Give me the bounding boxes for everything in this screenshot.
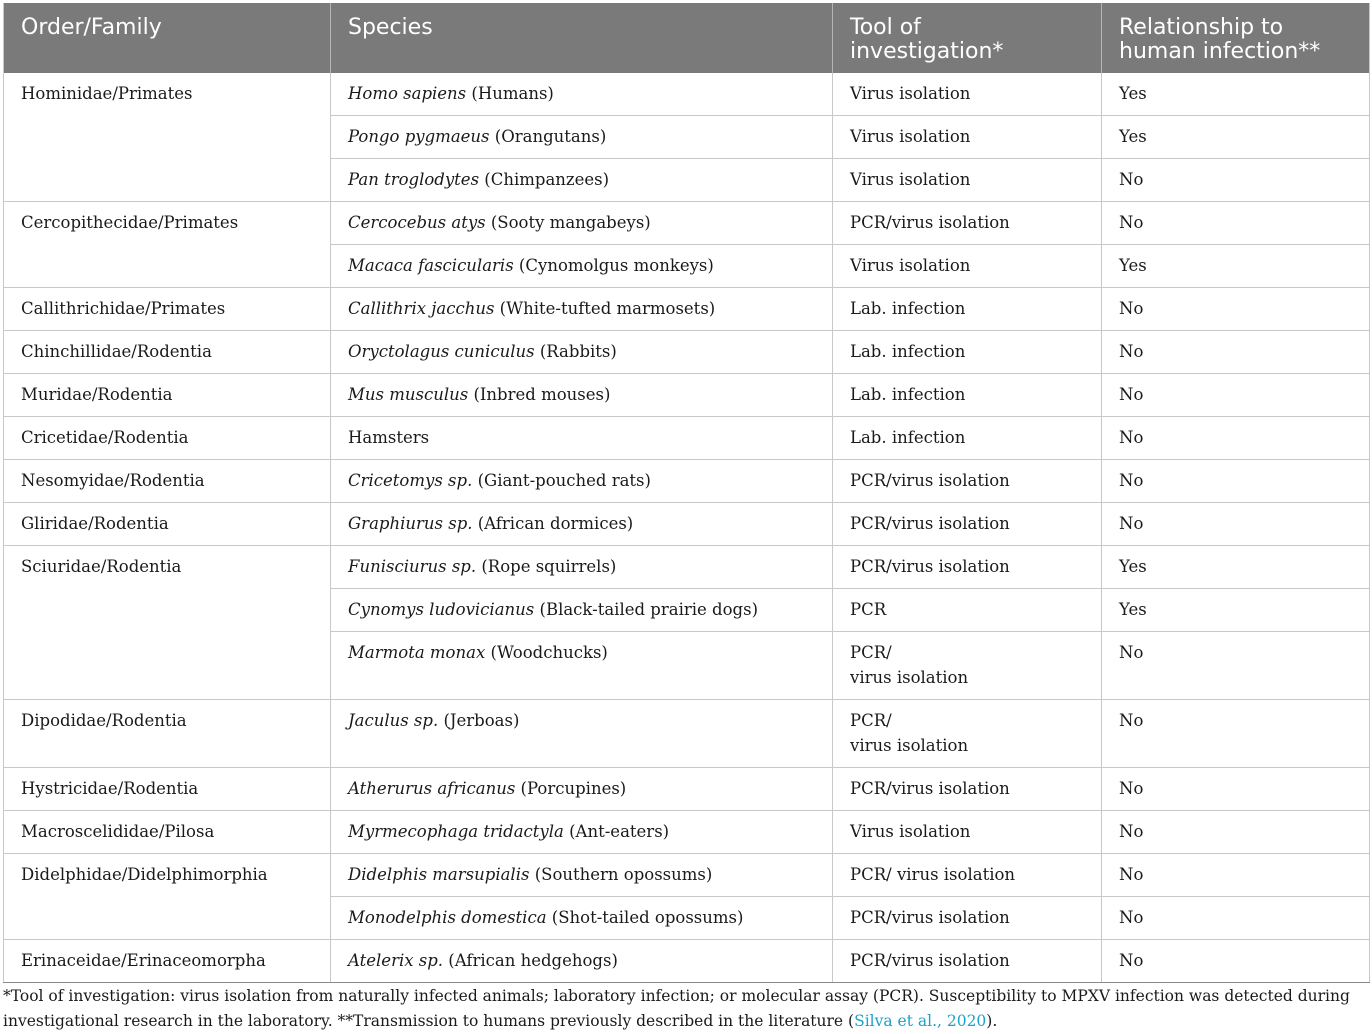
table-container: [3, 3, 1369, 983]
species-cell: Mus musculus (Inbred mouses): [331, 374, 833, 417]
relationship-cell: No: [1102, 897, 1370, 940]
header-order-family: Order/Family: [4, 3, 331, 73]
relationship-cell: Yes: [1102, 116, 1370, 159]
species-cell: Callithrix jacchus (White-tufted marmosets): [331, 288, 833, 331]
tool-cell: Virus isolation: [833, 245, 1102, 288]
species-cell: Pongo pygmaeus (Orangutans): [331, 116, 833, 159]
family-cell: Hominidae/Primates: [4, 73, 331, 202]
table-row: [4, 940, 1370, 983]
species-cell: Monodelphis domestica (Shot-tailed opossums): [331, 897, 833, 940]
family-cell: Nesomyidae/Rodentia: [4, 460, 331, 503]
table-row: [4, 503, 1370, 546]
header-tool: Tool of investigation*: [833, 3, 1102, 73]
species-cell: Atelerix sp. (African hedgehogs): [331, 940, 833, 983]
table-row: [4, 854, 1370, 897]
relationship-cell: Yes: [1102, 245, 1370, 288]
species-cell: Cynomys ludovicianus (Black-tailed prairie dogs): [331, 589, 833, 632]
relationship-cell: No: [1102, 700, 1370, 768]
family-cell: Macroscelididae/Pilosa: [4, 811, 331, 854]
tool-cell: PCR/virus isolation: [833, 546, 1102, 589]
family-cell: Dipodidae/Rodentia: [4, 700, 331, 768]
species-cell: Marmota monax (Woodchucks): [331, 632, 833, 700]
tool-cell: Lab. infection: [833, 331, 1102, 374]
table-header: [4, 3, 1370, 73]
family-cell: Gliridae/Rodentia: [4, 503, 331, 546]
tool-cell: PCR/virus isolation: [833, 768, 1102, 811]
family-cell: Callithrichidae/Primates: [4, 288, 331, 331]
relationship-cell: No: [1102, 811, 1370, 854]
relationship-cell: No: [1102, 331, 1370, 374]
header-relationship: Relationship to human infection**: [1102, 3, 1370, 73]
tool-cell: Lab. infection: [833, 417, 1102, 460]
tool-cell: PCR: [833, 589, 1102, 632]
relationship-cell: No: [1102, 202, 1370, 245]
species-cell: Cercocebus atys (Sooty mangabeys): [331, 202, 833, 245]
family-cell: Didelphidae/Didelphimorphia: [4, 854, 331, 940]
relationship-cell: No: [1102, 632, 1370, 700]
relationship-cell: No: [1102, 854, 1370, 897]
species-cell: Macaca fascicularis (Cynomolgus monkeys): [331, 245, 833, 288]
relationship-cell: No: [1102, 288, 1370, 331]
table-row: [4, 700, 1370, 768]
tool-cell: Lab. infection: [833, 374, 1102, 417]
relationship-cell: No: [1102, 503, 1370, 546]
citation-link[interactable]: Silva et al., 2020: [854, 1012, 987, 1030]
species-cell: Oryctolagus cuniculus (Rabbits): [331, 331, 833, 374]
species-cell: Funisciurus sp. (Rope squirrels): [331, 546, 833, 589]
relationship-cell: No: [1102, 159, 1370, 202]
species-cell: Homo sapiens (Humans): [331, 73, 833, 116]
tool-cell: Virus isolation: [833, 159, 1102, 202]
tool-cell: PCR/ virus isolation: [833, 632, 1102, 700]
species-cell: Pan troglodytes (Chimpanzees): [331, 159, 833, 202]
table-body: [4, 73, 1370, 983]
tool-cell: Virus isolation: [833, 116, 1102, 159]
species-cell: Hamsters: [331, 417, 833, 460]
table-row: [4, 417, 1370, 460]
table-row: [4, 331, 1370, 374]
species-cell: Didelphis marsupialis (Southern opossums): [331, 854, 833, 897]
tool-cell: PCR/virus isolation: [833, 460, 1102, 503]
tool-cell: Virus isolation: [833, 811, 1102, 854]
tool-cell: PCR/virus isolation: [833, 202, 1102, 245]
relationship-cell: Yes: [1102, 73, 1370, 116]
tool-cell: Virus isolation: [833, 73, 1102, 116]
species-cell: Graphiurus sp. (African dormices): [331, 503, 833, 546]
table-row: [4, 374, 1370, 417]
relationship-cell: Yes: [1102, 546, 1370, 589]
relationship-cell: Yes: [1102, 589, 1370, 632]
table-row: [4, 546, 1370, 589]
family-cell: Cricetidae/Rodentia: [4, 417, 331, 460]
table-row: [4, 73, 1370, 116]
tool-cell: PCR/virus isolation: [833, 897, 1102, 940]
table-footnote: *Tool of investigation: virus isolation from naturally infected animals; laboratory infection; or molecular assay (PCR). Susceptibility to MPXV infection was detected during investigational research in the laboratory. **Transmission to humans previously described in the literature (Silva et al., 2020).: [3, 987, 1350, 1030]
species-cell: Atherurus africanus (Porcupines): [331, 768, 833, 811]
relationship-cell: No: [1102, 768, 1370, 811]
tool-cell: PCR/ virus isolation: [833, 854, 1102, 897]
table-row: [4, 460, 1370, 503]
species-cell: Jaculus sp. (Jerboas): [331, 700, 833, 768]
family-cell: Chinchillidae/Rodentia: [4, 331, 331, 374]
tool-cell: PCR/ virus isolation: [833, 700, 1102, 768]
relationship-cell: No: [1102, 417, 1370, 460]
table-row: [4, 202, 1370, 245]
table-row: [4, 811, 1370, 854]
relationship-cell: No: [1102, 374, 1370, 417]
family-cell: Cercopithecidae/Primates: [4, 202, 331, 288]
header-species: Species: [331, 3, 833, 73]
relationship-cell: No: [1102, 460, 1370, 503]
tool-cell: PCR/virus isolation: [833, 940, 1102, 983]
family-cell: Erinaceidae/Erinaceomorpha: [4, 940, 331, 983]
family-cell: Muridae/Rodentia: [4, 374, 331, 417]
table-row: [4, 768, 1370, 811]
species-cell: Cricetomys sp. (Giant-pouched rats): [331, 460, 833, 503]
species-cell: Myrmecophaga tridactyla (Ant-eaters): [331, 811, 833, 854]
table-row: [4, 288, 1370, 331]
tool-cell: Lab. infection: [833, 288, 1102, 331]
species-table: [3, 3, 1370, 983]
family-cell: Sciuridae/Rodentia: [4, 546, 331, 700]
family-cell: Hystricidae/Rodentia: [4, 768, 331, 811]
tool-cell: PCR/virus isolation: [833, 503, 1102, 546]
relationship-cell: No: [1102, 940, 1370, 983]
